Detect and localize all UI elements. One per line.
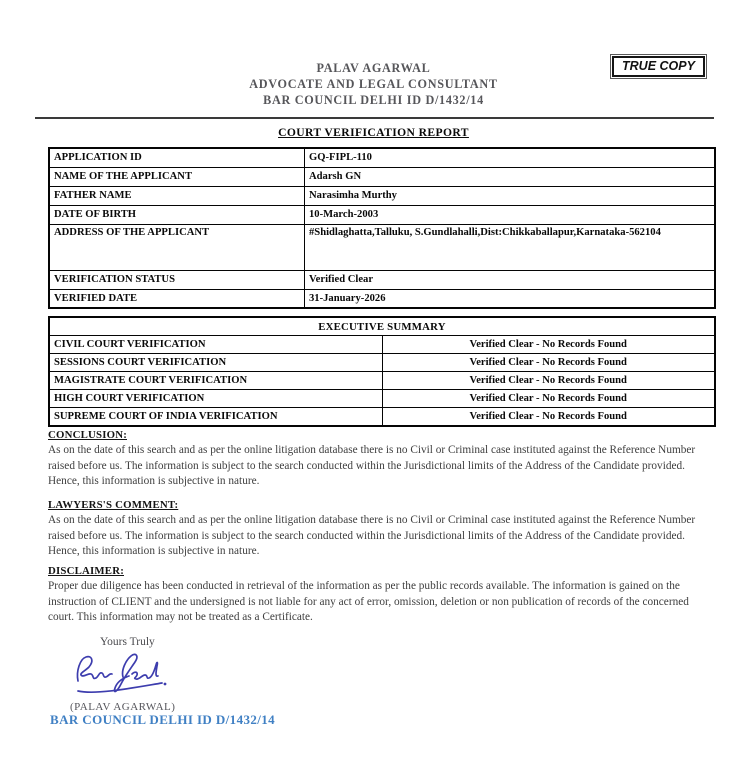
table-header-row [49, 317, 715, 336]
row-label: ADDRESS OF THE APPLICANT [49, 224, 305, 270]
row-value: Narasimha Murthy [305, 186, 716, 205]
table-row [49, 270, 715, 289]
table-row [49, 372, 715, 390]
letterhead-bar-id: BAR COUNCIL DELHI ID D/1432/14 [263, 93, 484, 107]
disclaimer-heading: DISCLAIMER: [48, 565, 124, 577]
table-row [49, 336, 715, 354]
true-copy-stamp-label: TRUE COPY [612, 56, 705, 77]
row-value: Adarsh GN [305, 167, 716, 186]
row-label: NAME OF THE APPLICANT [49, 167, 305, 186]
row-value: Verified Clear - No Records Found [382, 408, 715, 426]
row-label: CIVIL COURT VERIFICATION [49, 336, 382, 354]
conclusion-text: As on the date of this search and as per the online litigation database there is no Civil or Criminal case instituted against the Reference Number raised before us. The information is subject to the search conducted within the Jurisdictional limits of the Address of the Candidate provided. Hence, this information is subjective in nature. [48, 444, 696, 488]
lawyers-comment-text: As on the date of this search and as per the online litigation database there is no Civil or Criminal case instituted against the Reference Number raised before us. The information is subject to the search conducted within the Jurisdictional limits of the Address of the Candidate provided. Hence, this information is subjective in nature. [48, 514, 696, 558]
table-row [49, 408, 715, 426]
signature-ink [70, 648, 180, 702]
row-value: Verified Clear [305, 270, 716, 289]
table-row [49, 167, 715, 186]
row-label: MAGISTRATE COURT VERIFICATION [49, 372, 382, 390]
closing-salutation: Yours Truly [100, 636, 155, 648]
row-value: 31-January-2026 [305, 289, 716, 308]
executive-summary-table [48, 316, 716, 427]
row-value: #Shidlaghatta,Talluku, S.Gundlahalli,Dist:Chikkaballapur,Karnataka-562104 [305, 224, 716, 270]
row-label: FATHER NAME [49, 186, 305, 205]
conclusion-heading: CONCLUSION: [48, 429, 127, 441]
row-label: APPLICATION ID [49, 148, 305, 167]
letterhead-name: PALAV AGARWAL [316, 61, 431, 75]
disclaimer-text: Proper due diligence has been conducted in retrieval of the information as per the public records available. The information is gained on the instruction of CLIENT and the undersigned is not liable for any act of error, omission, deletion or non publication of records of the concerned court. This information may not be treated as a Certificate. [48, 580, 689, 624]
header-divider [35, 117, 714, 119]
row-label: VERIFIED DATE [49, 289, 305, 308]
letterhead-designation: ADVOCATE AND LEGAL CONSULTANT [249, 77, 498, 91]
row-label: VERIFICATION STATUS [49, 270, 305, 289]
table-row [49, 354, 715, 372]
applicant-details-table [48, 147, 716, 309]
row-label: SUPREME COURT OF INDIA VERIFICATION [49, 408, 382, 426]
row-value: Verified Clear - No Records Found [382, 354, 715, 372]
table-row [49, 289, 715, 308]
row-value: Verified Clear - No Records Found [382, 336, 715, 354]
report-title: COURT VERIFICATION REPORT [278, 126, 469, 139]
row-label: SESSIONS COURT VERIFICATION [49, 354, 382, 372]
table-row [49, 390, 715, 408]
row-value: GQ-FIPL-110 [305, 148, 716, 167]
row-label: HIGH COURT VERIFICATION [49, 390, 382, 408]
table-row [49, 148, 715, 167]
row-value: Verified Clear - No Records Found [382, 372, 715, 390]
signatory-name: (PALAV AGARWAL) [70, 701, 176, 713]
disclaimer-section [48, 565, 716, 626]
lawyers-comment-heading: LAWYERS'S COMMENT: [48, 499, 179, 511]
executive-summary-title: EXECUTIVE SUMMARY [49, 317, 715, 336]
table-row [49, 186, 715, 205]
table-row [49, 224, 715, 270]
row-label: DATE OF BIRTH [49, 205, 305, 224]
true-copy-stamp [610, 54, 707, 79]
conclusion-section [48, 429, 716, 490]
table-row [49, 205, 715, 224]
row-value: 10-March-2003 [305, 205, 716, 224]
bar-council-id: BAR COUNCIL DELHI ID D/1432/14 [50, 712, 276, 727]
lawyers-comment-section [48, 499, 716, 560]
row-value: Verified Clear - No Records Found [382, 390, 715, 408]
